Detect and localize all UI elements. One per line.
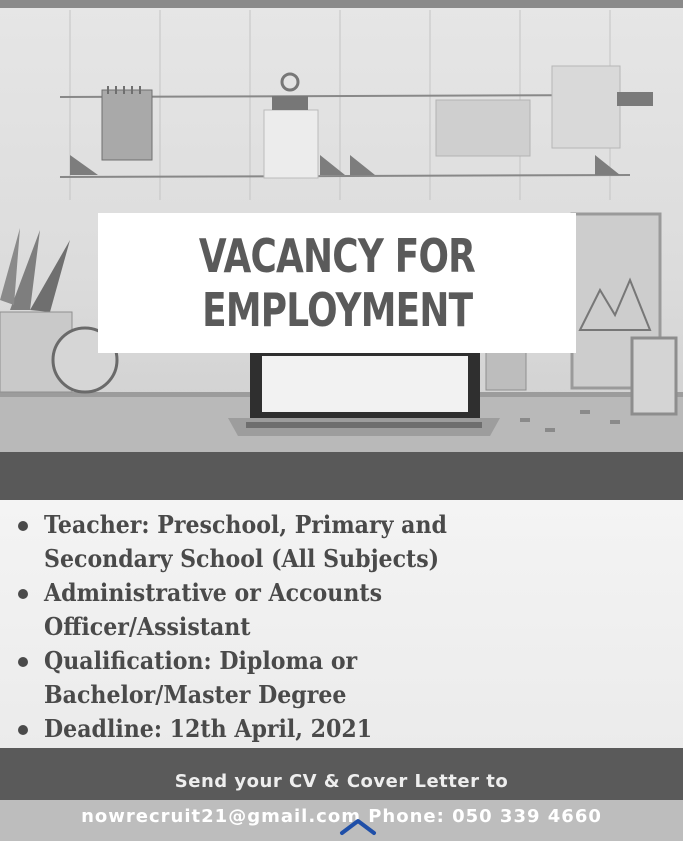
list-item <box>14 576 574 644</box>
positions-panel <box>0 500 683 748</box>
phone-number: Phone: 050 339 4660 <box>368 806 602 827</box>
chevron-up-icon[interactable] <box>338 816 378 836</box>
bullet-dot-icon <box>18 725 28 735</box>
list-item-line: Administrative or Accounts <box>44 578 383 607</box>
list-item <box>14 712 574 746</box>
bullet-dot-icon <box>18 589 28 599</box>
list-item-line: Secondary School (All Subjects) <box>44 544 440 573</box>
list-item-line: Teacher: Preschool, Primary and <box>44 510 447 539</box>
list-item-line: Officer/Assistant <box>44 612 251 641</box>
positions-list <box>14 508 574 746</box>
email-link[interactable]: nowrecruit21@gmail.com <box>81 806 361 827</box>
title-line-2: EMPLOYMENT <box>201 283 473 337</box>
list-item-line: Qualification: Diploma or <box>44 646 358 675</box>
contact-bar <box>0 800 683 841</box>
footer-cta: Send your CV & Cover Letter to <box>174 771 509 792</box>
title-box <box>98 213 576 353</box>
divider-band <box>0 452 683 500</box>
bullet-dot-icon <box>18 521 28 531</box>
bullet-dot-icon <box>18 657 28 667</box>
list-item <box>14 508 574 576</box>
list-item <box>14 644 574 712</box>
list-item-line: Deadline: 12th April, 2021 <box>44 714 373 743</box>
list-item-line: Bachelor/Master Degree <box>44 680 347 709</box>
title-line-1: VACANCY FOR <box>198 229 476 283</box>
